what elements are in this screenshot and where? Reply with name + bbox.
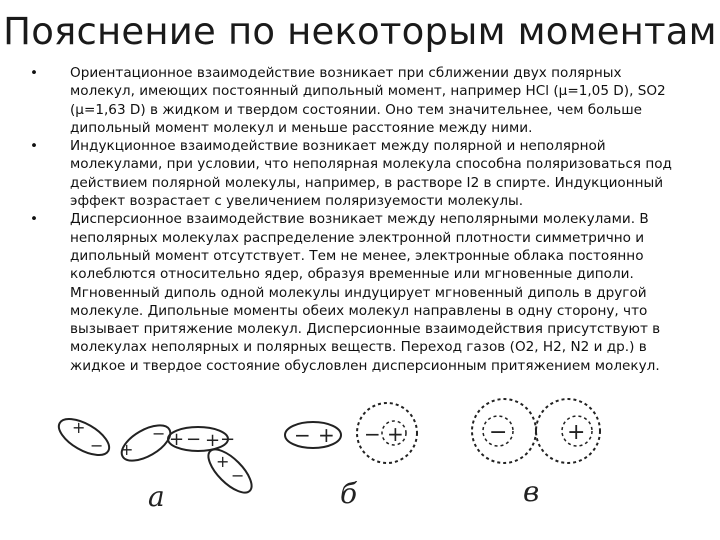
panel-b-induction [285, 403, 417, 463]
bullet-item-orientation [30, 64, 690, 137]
bullet-item-induction [30, 137, 690, 210]
dipole-ellipse [202, 443, 259, 500]
bullet-list [30, 64, 690, 396]
minus-sign: − [90, 436, 104, 455]
bullet-item-dispersion [30, 210, 690, 375]
bullet-text: Ориентационное взаимодействие возникает при сближении двух полярных молекул, имеющих постоянный дипольный момент, например HCl (μ=1,05 D), SO2 (μ=1,63 D) в жидком и твердом состоянии. Оно тем значительнее, чем больше дипольный момент молекул и меньше расстояние между ними. [70, 65, 666, 136]
panel-label-b: б [340, 477, 358, 510]
minus-sign: − [231, 466, 245, 485]
panel-label-v: в [523, 475, 540, 508]
minus-sign: − [364, 422, 381, 446]
bullet-marker: • [30, 65, 39, 81]
plus-sign: + [318, 423, 335, 447]
plus-sign: + [205, 430, 221, 451]
panel-v-dispersion [472, 399, 600, 463]
plus-sign: + [567, 420, 586, 445]
minus-sign: − [152, 424, 166, 443]
dipole-interaction-figure [40, 395, 680, 535]
bullet-marker: • [30, 138, 39, 155]
minus-sign: − [489, 420, 508, 445]
slide-title: Пояснение по некоторым моментам [3, 10, 717, 53]
plus-sign: + [387, 422, 404, 446]
bullet-text: Дисперсионное взаимодействие возникает между неполярными молекулами. В неполярных молекулах распределение электронной плотности симметрично и дипольный момент отсутствует. Тем не менее, электронные облака постоянно колеблются относительно ядер, образуя временные или мгновенные диполи. Мгновенный диполь одной молекулы индуцирует мгновенный диполь в другой молекуле. Дипольные моменты обеих молекул направлены в одну сторону, что вызывает притяжение молекул. Дисперсионные взаимодействия присутствуют в молекулах неполярных и полярных веществ. Переход газов (O2, H2, N2 и др.) в жидкое и твердое состояние обусловлен дисперсионным притяжением молекул. [70, 211, 661, 374]
bullet-marker: • [30, 211, 39, 228]
panel-label-a: а [148, 480, 165, 513]
minus-sign: − [220, 429, 236, 450]
plus-sign: + [216, 452, 230, 471]
plus-sign: + [72, 418, 86, 437]
minus-sign: − [186, 429, 202, 450]
plus-sign: + [120, 440, 134, 459]
bullet-text: Индукционное взаимодействие возникает между полярной и неполярной молекулами, при условии, что неполярная молекула способна поляризоваться под действием полярной молекулы, например, в растворе I2 в спирте. Индукционный эффект возрастает с увеличением поляризуемости молекулы. [70, 138, 672, 210]
minus-sign: − [294, 423, 311, 447]
plus-sign: + [169, 429, 185, 450]
